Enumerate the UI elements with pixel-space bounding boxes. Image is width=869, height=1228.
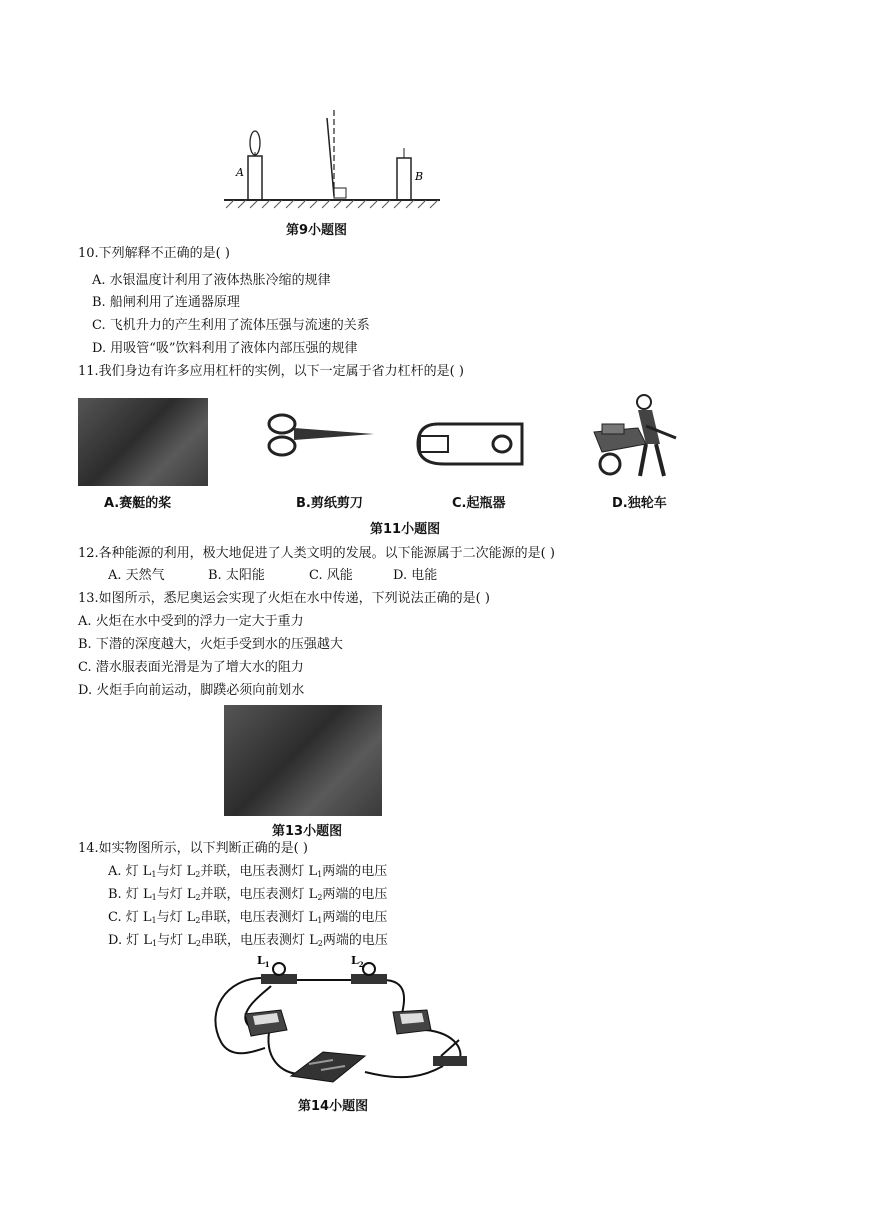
q11-label-d: D.独轮车 — [612, 496, 667, 511]
q11-caption: 第11小题图 — [370, 522, 441, 537]
q10-option-c: C. 飞机升力的产生利用了流体压强与流速的关系 — [92, 318, 370, 333]
q12-stem: 12.各种能源的利用，极大地促进了人类文明的发展。以下能源属于二次能源的是( ) — [78, 546, 555, 561]
q14-option-a: A. 灯 $L_1$与灯 $L_2$并联，电压表测灯 $L_1$两端的电压 — [108, 864, 388, 879]
figure-11 — [78, 390, 684, 538]
q14-option-c: C. 灯 $L_1$与灯 $L_2$串联，电压表测灯 $L_1$两端的电压 — [108, 910, 388, 925]
underwater-torch-photo — [224, 705, 382, 816]
q13-caption: 第13小题图 — [272, 824, 343, 839]
q12-option-a: A. 天然气 — [108, 568, 165, 583]
q10-stem: 10.下列解释不正确的是( ) — [78, 246, 230, 261]
label-a: A — [236, 166, 244, 179]
q14-option-b: B. 灯 $L_1$与灯 $L_2$并联，电压表测灯 $L_2$两端的电压 — [108, 887, 388, 902]
voltmeter-left-icon — [245, 1010, 287, 1036]
q13-option-c: C. 潜水服表面光滑是为了增大水的阻力 — [78, 660, 304, 675]
q13-option-d: D. 火炬手向前运动，脚蹼必须向前划水 — [78, 683, 305, 698]
q14-stem: 14.如实物图所示，以下判断正确的是( ) — [78, 841, 308, 856]
q12-option-d: D. 电能 — [393, 568, 438, 583]
q13-stem: 13.如图所示，悉尼奥运会实现了火炬在水中传递，下列说法正确的是( ) — [78, 591, 490, 606]
q10-option-b: B. 船闸利用了连通器原理 — [92, 295, 240, 310]
q11-label-b: B.剪纸剪刀 — [296, 496, 363, 511]
wheelbarrow-icon — [588, 392, 684, 484]
lamp-l1-label: $L_1$ — [257, 954, 270, 969]
q14-caption: 第14小题图 — [298, 1099, 369, 1114]
q12-option-c: C. 风能 — [309, 568, 353, 583]
q11-label-a: A.赛艇的桨 — [104, 496, 172, 511]
lamp-l2-label: $L_2$ — [351, 954, 364, 969]
bottle-opener-icon — [414, 420, 526, 468]
q13-option-b: B. 下潜的深度越大，火炬手受到水的压强越大 — [78, 637, 343, 652]
q12-option-b: B. 太阳能 — [208, 568, 265, 583]
q13-option-a: A. 火炬在水中受到的浮力一定大于重力 — [78, 614, 304, 629]
fig9-caption: 第9小题图 — [286, 223, 348, 238]
figure-9 — [222, 108, 442, 213]
q10-option-d: D. 用吸管“吸”饮料利用了液体内部压强的规律 — [92, 341, 358, 356]
switch-icon — [433, 1040, 467, 1066]
q11-stem: 11.我们身边有许多应用杠杆的实例，以下一定属于省力杠杆的是( ) — [78, 364, 464, 379]
rowing-photo — [78, 398, 208, 486]
q10-option-a: A. 水银温度计利用了液体热胀冷缩的规律 — [92, 273, 331, 288]
voltmeter-right-icon — [393, 1010, 431, 1034]
battery-icon — [291, 1052, 365, 1082]
q11-label-c: C.起瓶器 — [452, 496, 506, 511]
scissors-icon — [264, 410, 376, 458]
figure-14-circuit — [205, 952, 475, 1092]
q14-option-d: D. 灯 $L_1$与灯 $L_2$串联，电压表测灯 $L_2$两端的电压 — [108, 933, 388, 948]
label-b: B — [415, 170, 424, 183]
